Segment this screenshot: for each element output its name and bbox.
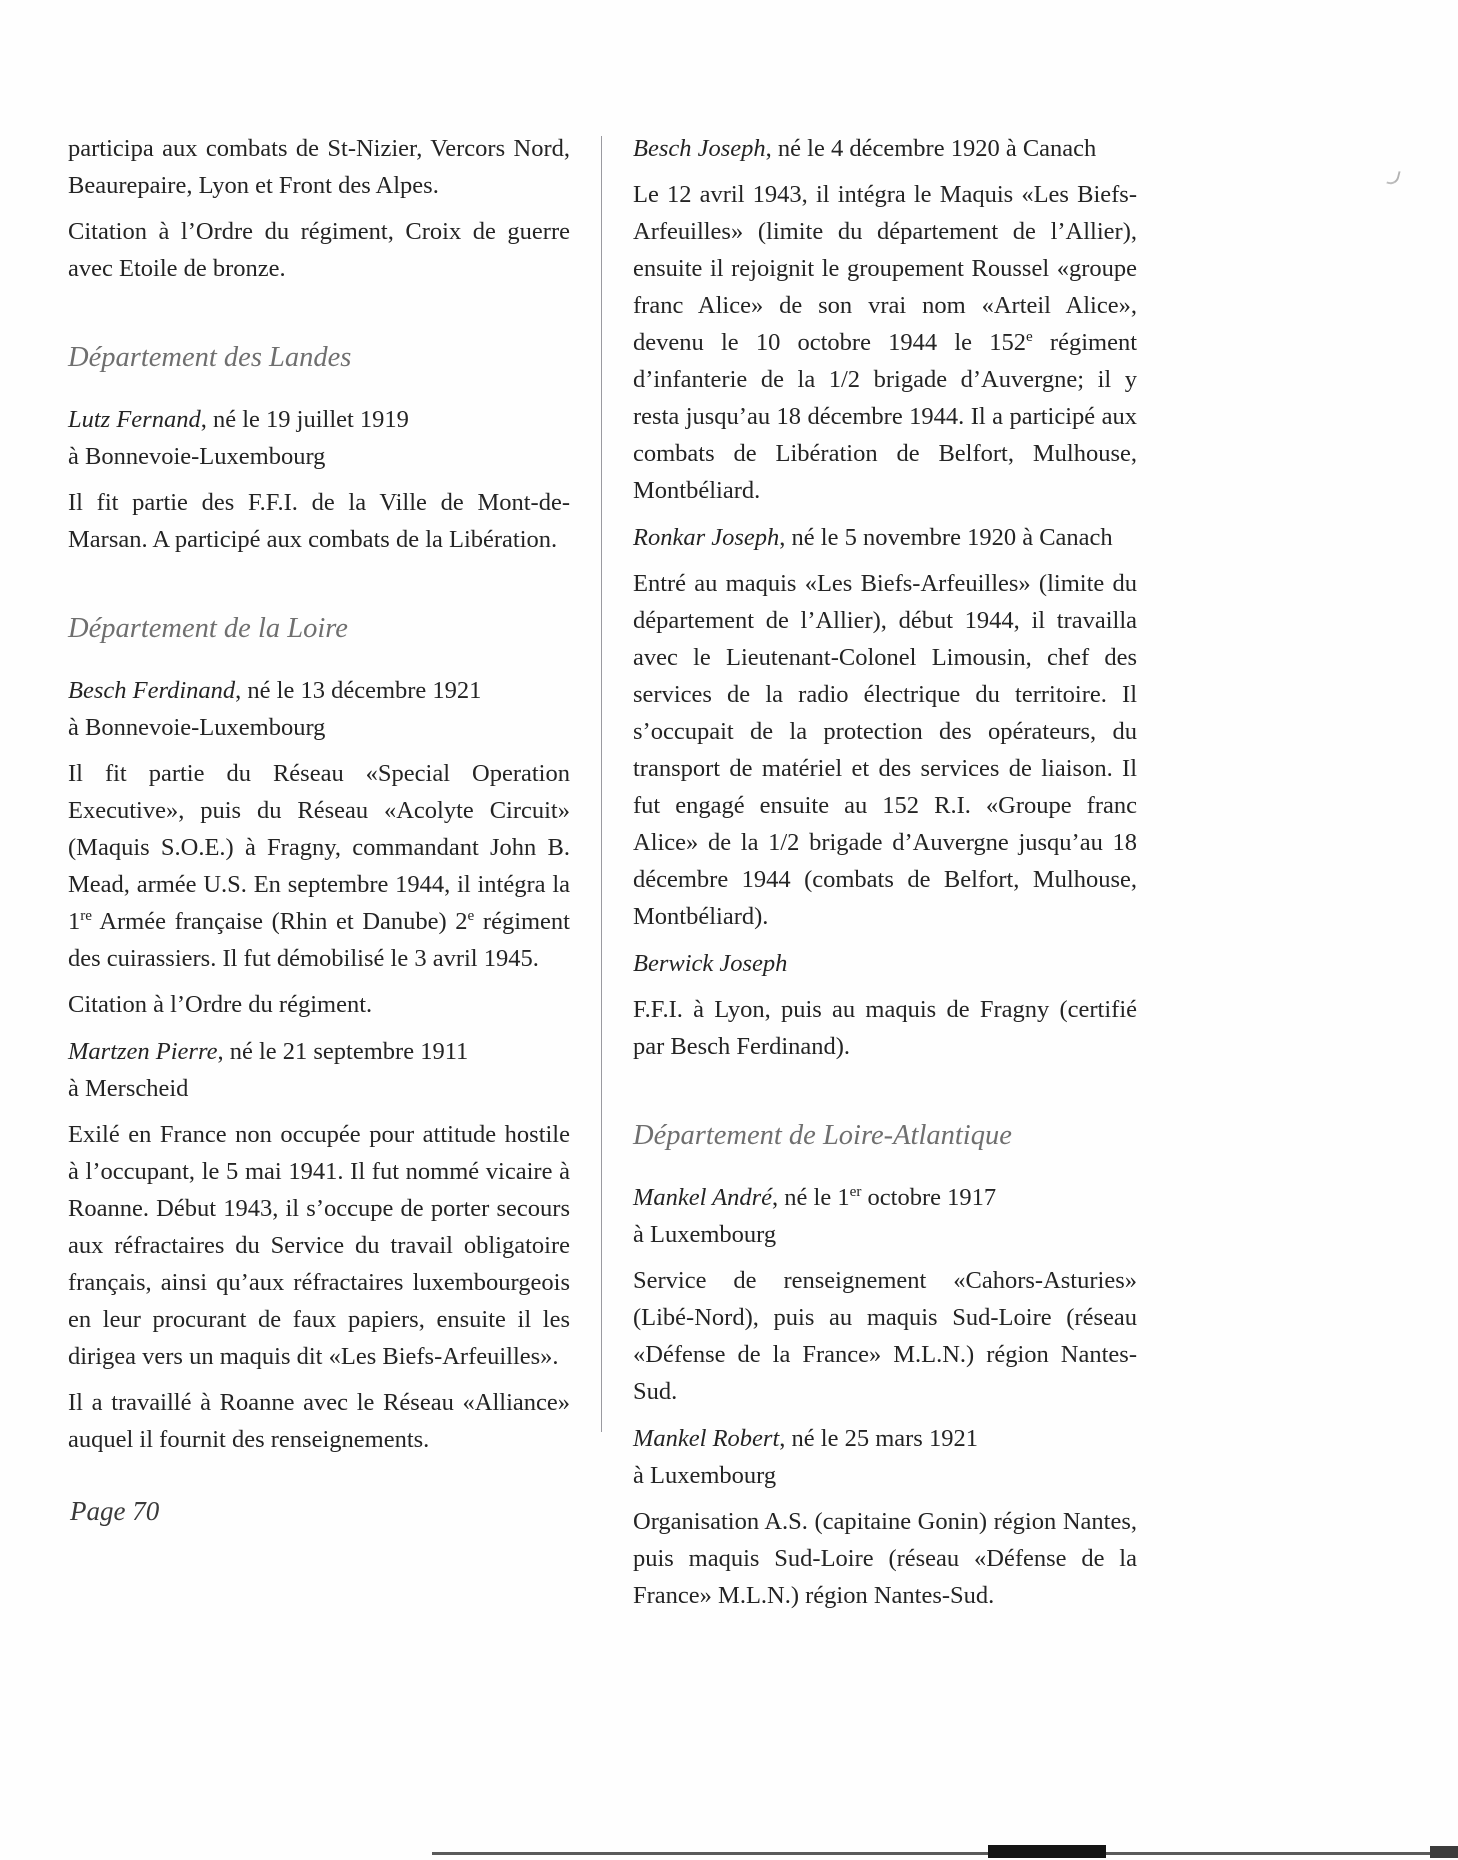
paragraph — [68, 1384, 570, 1458]
entry-header — [68, 1033, 570, 1107]
text-segment: Service de renseignement «Cahors-Asturies» (Libé-Nord), puis au maquis Sud-Loire (réseau «Défense de la France» M.L.N.) région Nantes-Sud. — [633, 1267, 1137, 1405]
text-segment: à Luxembourg — [633, 1221, 777, 1248]
text-segment: , né le 25 mars 1921 — [779, 1425, 978, 1452]
entry-header — [68, 401, 570, 475]
section-heading: Département des Landes — [68, 342, 352, 373]
superscript: e — [1025, 327, 1033, 345]
text-segment: octobre 1917 — [861, 1184, 997, 1211]
text-segment: à Bonnevoie-Luxembourg — [68, 443, 326, 470]
entry-header — [633, 130, 1137, 167]
text-segment: , né le 4 décembre 1920 à Canach — [765, 135, 1097, 162]
column-left — [68, 130, 570, 1467]
text-segment: à Merscheid — [68, 1075, 189, 1102]
text-segment: participa aux combats de St-Nizier, Vercors Nord, Beaurepaire, Lyon et Front des Alpes. — [68, 135, 570, 199]
entry-name: Berwick Joseph — [633, 950, 788, 977]
paragraph — [68, 1116, 570, 1375]
paragraph — [68, 986, 570, 1023]
scan-smudge — [1386, 169, 1400, 186]
column-right — [633, 130, 1137, 1623]
text-segment: , né le 21 septembre 1911 — [217, 1038, 469, 1065]
paragraph — [633, 991, 1137, 1065]
text-segment: , né le 13 décembre 1921 — [235, 677, 482, 704]
scan-artifact-line — [432, 1852, 1458, 1855]
text-segment: , né le 19 juillet 1919 — [200, 406, 409, 433]
text-segment: Entré au maquis «Les Biefs-Arfeuilles» (limite du département de l’Allier), début 1944, il travailla avec le Lieutenant-Colonel Limousin, chef des services de la radio électrique du territoire. Il s’occupait de la protection des opérateurs, du transport de matériel et des services de liaison. Il fut engagé ensuite au 152 R.I. «Groupe franc Alice» de la 1/2 brigade d’Auvergne jusqu’au 18 décembre 1944 (combats de Belfort, Mulhouse, Montbéliard). — [633, 570, 1137, 930]
text-segment: , né le 5 novembre 1920 à Canach — [779, 524, 1113, 551]
superscript: er — [849, 1182, 862, 1200]
entry-header — [633, 1420, 1137, 1494]
entry-name: Besch Joseph — [633, 135, 766, 162]
text-segment: Armée française (Rhin et Danube) 2 — [92, 908, 468, 935]
text-segment: , né le 1 — [772, 1184, 850, 1211]
entry-name: Besch Ferdinand — [68, 677, 236, 704]
text-segment: Le 12 avril 1943, il intégra le Maquis «Les Biefs-Arfeuilles» (limite du département de l’Allier), ensuite il rejoignit le groupement Roussel «groupe franc Alice» de son vrai nom «Arteil Alice», devenu le 10 octobre 1944 le 152 — [633, 181, 1137, 356]
text-segment: Organisation A.S. (capitaine Gonin) région Nantes, puis maquis Sud-Loire (réseau «Défense de la France» M.L.N.) région Nantes-Sud. — [633, 1508, 1137, 1609]
superscript: e — [467, 906, 475, 924]
entry-name: Mankel André — [633, 1184, 773, 1211]
paragraph — [633, 1262, 1137, 1410]
text-segment: Citation à l’Ordre du régiment, Croix de guerre avec Etoile de bronze. — [68, 218, 570, 282]
section-heading: Département de la Loire — [68, 613, 348, 644]
superscript: re — [80, 906, 93, 924]
text-segment: régiment d’infanterie de la 1/2 brigade d’Auvergne; il y resta jusqu’au 18 décembre 1944. Il a participé aux combats de Libération de Belfort, Mulhouse, Montbéliard. — [633, 329, 1138, 504]
text-segment: F.F.I. à Lyon, puis au maquis de Fragny (certifié par Besch Ferdinand). — [633, 996, 1137, 1060]
paragraph — [68, 130, 570, 204]
column-divider — [601, 136, 602, 1432]
text-segment: à Luxembourg — [633, 1462, 777, 1489]
text-segment: Citation à l’Ordre du régiment. — [68, 991, 373, 1018]
text-segment: régiment des cuirassiers. Il fut démobilisé le 3 avril 1945. — [68, 908, 570, 972]
page-number: Page 70 — [70, 1496, 160, 1526]
paragraph — [633, 1503, 1137, 1614]
section-heading: Département de Loire-Atlantique — [633, 1120, 1012, 1151]
scan-artifact-blob — [988, 1845, 1106, 1858]
paragraph — [68, 213, 570, 287]
text-segment: Il fit partie du Réseau «Special Operation Executive», puis du Réseau «Acolyte Circuit» (Maquis S.O.E.) à Fragny, commandant John B. Mead, armée U.S. En septembre 1944, il intégra la 1 — [68, 760, 570, 935]
paragraph — [633, 565, 1137, 935]
entry-header — [633, 1179, 1137, 1253]
text-segment: Exilé en France non occupée pour attitude hostile à l’occupant, le 5 mai 1941. Il fut nommé vicaire à Roanne. Début 1943, il s’occupe de porter secours aux réfractaires du Service du travail obligatoire français, ainsi qu’aux réfractaires luxembourgeois en leur procurant de faux papiers, ensuite il les dirigea vers un maquis dit «Les Biefs-Arfeuilles». — [68, 1121, 570, 1370]
text-segment: à Bonnevoie-Luxembourg — [68, 714, 326, 741]
paragraph — [68, 755, 570, 977]
text-segment: Il fit partie des F.F.I. de la Ville de Mont-de-Marsan. A participé aux combats de la Libération. — [68, 489, 570, 553]
entry-header — [633, 945, 1137, 982]
entry-name: Ronkar Joseph — [633, 524, 780, 551]
scan-artifact-edge — [1430, 1846, 1458, 1858]
text-segment: Il a travaillé à Roanne avec le Réseau «Alliance» auquel il fournit des renseignements. — [68, 1389, 570, 1453]
entry-name: Lutz Fernand — [68, 406, 201, 433]
paragraph — [68, 484, 570, 558]
paragraph — [633, 176, 1137, 509]
entry-name: Martzen Pierre — [68, 1038, 218, 1065]
entry-header — [633, 519, 1137, 556]
entry-name: Mankel Robert — [633, 1425, 780, 1452]
entry-header — [68, 672, 570, 746]
